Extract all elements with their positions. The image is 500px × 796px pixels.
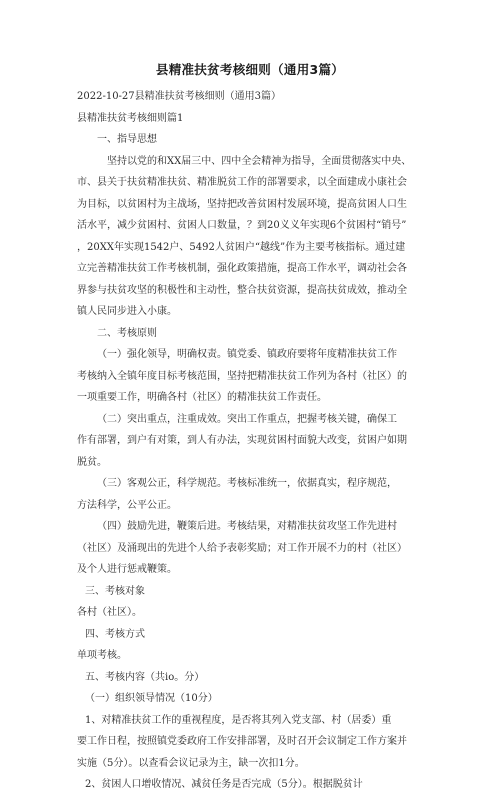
section-title: 县精准扶贫考核细则篇1 (77, 112, 184, 124)
paragraph-line: 市、县关于扶贫精准扶贫、精准脱贫工作的部署要求，以全面建成小康社会 (77, 177, 407, 188)
document-body (77, 86, 443, 796)
paragraph-line: 界参与扶贫攻坚的积极性和主动性，整合扶贫资源，提高扶贫成效，推动全 (77, 284, 407, 296)
heading-assessment-method: 四、考核方式 (85, 628, 145, 640)
paragraph-line: 及个人进行惩戒鞭策。 (77, 564, 177, 575)
paragraph-line: 立完善精准扶贫工作考核机制，强化政策措施，提高工作水平，调动社会各 (77, 263, 407, 274)
heading-assessment-targets: 三、考核对象 (85, 585, 145, 597)
paragraph-line: 方法科学，公平公正。 (77, 499, 177, 511)
paragraph-line: 各村（社区）。 (77, 607, 142, 618)
paragraph-line: 考核纳入全镇年度目标考核范围，坚持把精准扶贫工作列为各村（社区）的 (77, 370, 407, 382)
paragraph-line: 坚持以党的和XX届三中、四中全会精神为指导，全面贯彻落实中央、 (107, 155, 412, 167)
paragraph-line: 实施（5分）。以查看会议记录为主，缺一次扣1分。 (77, 757, 305, 769)
document-meta-line: 2022-10-27县精准扶贫考核细则（通用3篇） (77, 91, 282, 102)
paragraph-line: 单项考核。 (77, 650, 127, 661)
paragraph-line: （一）强化领导，明确权责。镇党委、镇政府要将年度精准扶贫工作 (97, 349, 397, 360)
paragraph-line: 2、贫困人口增收情况、减贫任务是否完成（5分）。根据脱贫计 (85, 779, 363, 790)
paragraph-line: （四）鼓励先进，鞭策后进。考核结果，对精准扶贫攻坚工作先进村 (97, 521, 397, 532)
heading-guiding-thought: 一、指导思想 (97, 134, 157, 145)
paragraph-line: 作有部署，到户有对策，到人有办法，实现贫困村面貌大改变，贫困户如期 (77, 435, 407, 446)
paragraph-line: 1、对精准扶贫工作的重视程度，是否将其列入党支部、村（居委）重 (85, 714, 392, 726)
heading-assessment-principles: 二、考核原则 (97, 327, 157, 339)
paragraph-line: （二）突出重点，注重成效。突出工作重点，把握考核关键，确保工 (97, 413, 397, 425)
document-title: 县精准扶贫考核细则（通用3篇） (155, 62, 345, 77)
paragraph-line: （社区）及涌现出的先进个人给予表彰奖励；对工作开展不力的村（社区） (77, 542, 407, 554)
paragraph-line: 脱贫。 (77, 456, 107, 468)
paragraph-line: （三）客观公正，科学规范。考核标准统一，依据真实，程序规范， (97, 478, 397, 489)
subheading-organizational-leadership: （一）组织领导情况（10分） (85, 693, 218, 704)
paragraph-line: 一项重要工作，明确各村（社区）的精准扶贫工作责任。 (77, 392, 327, 403)
heading-assessment-content: 五、考核内容（共io。分） (85, 671, 205, 683)
paragraph-line: 为目标，以贫困村为主战场，坚持把改善贫困村发展环境，提高贫困人口生 (77, 198, 407, 210)
paragraph-line: ，20XX年实现1542户、5492人贫困户“越线”作为主要考核指标。通过建 (77, 241, 406, 253)
paragraph-line: 要工作日程，按照镇党委政府工作安排部署，及时召开会议制定工作方案并 (77, 736, 407, 747)
paragraph-line: 活水平，减少贫困村、贫困人口数量，？到20义义年实现6个贫困村“销号” (77, 220, 407, 231)
paragraph-line: 镇人民同步进入小康。 (77, 306, 177, 317)
